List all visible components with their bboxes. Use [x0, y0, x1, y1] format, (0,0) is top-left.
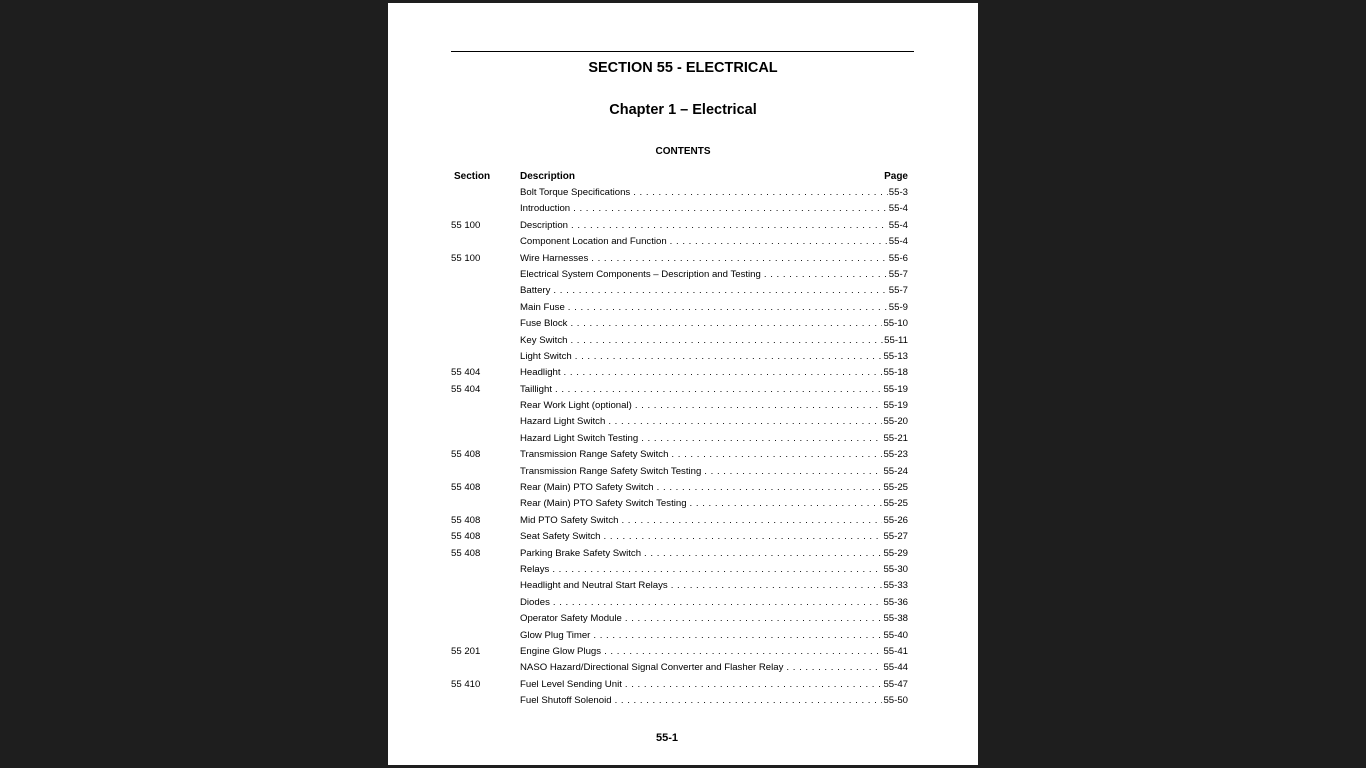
toc-page-number: 55-44 — [883, 662, 908, 674]
toc-page-number: 55-41 — [883, 645, 908, 657]
toc-entry — [520, 480, 908, 496]
toc-entry — [520, 611, 908, 627]
toc-row — [451, 464, 908, 480]
toc-page-number: 55-10 — [883, 318, 908, 330]
toc-dot-leader — [641, 431, 882, 447]
toc-description: Rear (Main) PTO Safety Switch Testing — [520, 498, 687, 510]
toc-entry — [520, 218, 908, 234]
toc-page-number: 55-25 — [883, 482, 908, 494]
toc-entry — [520, 316, 908, 332]
toc-description: Description — [520, 219, 568, 231]
toc-description: Glow Plug Timer — [520, 629, 591, 641]
toc-description: Fuel Shutoff Solenoid — [520, 695, 612, 707]
toc-description: Rear Work Light (optional) — [520, 400, 632, 412]
toc-row — [451, 398, 908, 414]
toc-section-number: 55 404 — [451, 383, 481, 395]
toc-entry — [520, 300, 908, 316]
toc-row — [451, 480, 908, 496]
toc-row — [451, 218, 908, 234]
toc-entry — [520, 431, 908, 447]
toc-dot-leader — [635, 398, 883, 414]
toc-row — [451, 513, 908, 529]
toc-page-number: 55-3 — [888, 187, 908, 198]
toc-page-number: 55-25 — [883, 498, 908, 510]
toc-page-number: 55-40 — [883, 629, 908, 641]
toc-entry — [520, 349, 908, 365]
toc-description: Hazard Light Switch — [520, 416, 606, 428]
toc-description: Rear (Main) PTO Safety Switch — [520, 482, 654, 494]
toc-page-number: 55-24 — [883, 465, 908, 477]
section-title: SECTION 55 - ELECTRICAL — [588, 60, 778, 76]
toc-description: Fuse Block — [520, 318, 568, 330]
toc-row — [451, 447, 908, 463]
toc-entry — [520, 447, 908, 463]
toc-description: Battery — [520, 285, 551, 297]
contents-title: CONTENTS — [655, 146, 711, 157]
toc-page-number: 55-9 — [888, 301, 908, 313]
toc-row — [451, 693, 908, 709]
toc-row — [451, 283, 908, 299]
toc-description: Taillight — [520, 383, 552, 395]
page-number: 55-1 — [655, 732, 679, 744]
toc-dot-leader — [786, 660, 882, 676]
toc-section-number: 55 100 — [451, 219, 481, 231]
toc-description: Transmission Range Safety Switch Testing — [520, 465, 702, 477]
toc-section-number: 55 408 — [451, 514, 481, 526]
toc-dot-leader — [591, 251, 888, 267]
toc-description: Main Fuse — [520, 301, 565, 313]
toc-description: Wire Harnesses — [520, 252, 589, 264]
top-rule — [451, 51, 914, 52]
toc-entry — [520, 382, 908, 398]
toc-dot-leader — [625, 611, 883, 627]
toc-dot-leader — [690, 496, 883, 512]
table-of-contents — [451, 185, 908, 710]
toc-page-number: 55-20 — [883, 416, 908, 428]
toc-dot-leader — [604, 529, 883, 545]
toc-dot-leader — [764, 267, 888, 283]
toc-description: Fuel Level Sending Unit — [520, 678, 622, 690]
toc-description: Seat Safety Switch — [520, 531, 601, 543]
toc-page-number: 55-33 — [883, 580, 908, 592]
toc-entry — [520, 365, 908, 381]
toc-description: Parking Brake Safety Switch — [520, 547, 642, 559]
toc-dot-leader — [571, 218, 888, 234]
toc-section-number: 55 408 — [451, 482, 481, 494]
toc-row — [451, 660, 908, 676]
toc-page-number: 55-4 — [888, 219, 908, 231]
toc-entry — [520, 628, 908, 644]
toc-dot-leader — [608, 414, 882, 430]
toc-entry — [520, 201, 908, 217]
toc-section-number: 55 408 — [451, 547, 481, 559]
toc-row — [451, 644, 908, 660]
chapter-title: Chapter 1 – Electrical — [609, 102, 757, 118]
toc-row — [451, 595, 908, 611]
toc-page-number: 55-11 — [884, 334, 908, 346]
toc-section-number: 55 408 — [451, 449, 481, 461]
toc-row — [451, 201, 908, 217]
toc-description: Operator Safety Module — [520, 613, 622, 625]
toc-section-number: 55 201 — [451, 645, 481, 657]
toc-dot-leader — [570, 316, 882, 332]
toc-entry — [520, 595, 908, 611]
toc-row — [451, 333, 908, 349]
toc-page-number: 55-4 — [888, 203, 908, 215]
toc-dot-leader — [553, 283, 887, 299]
toc-row — [451, 414, 908, 430]
toc-section-number: 55 100 — [451, 252, 481, 264]
toc-entry — [520, 333, 908, 349]
toc-description: Relays — [520, 563, 550, 575]
toc-dot-leader — [670, 234, 888, 250]
toc-entry — [520, 414, 908, 430]
toc-description: NASO Hazard/Directional Signal Converter and Flasher Relay — [520, 662, 784, 674]
toc-entry — [520, 496, 908, 512]
toc-page-number: 55-21 — [883, 432, 908, 444]
toc-description: Headlight and Neutral Start Relays — [520, 580, 668, 592]
toc-description: Headlight — [520, 367, 561, 379]
toc-entry — [520, 267, 908, 283]
toc-dot-leader — [575, 349, 883, 365]
toc-description: Mid PTO Safety Switch — [520, 514, 619, 526]
toc-entry — [520, 464, 908, 480]
toc-row — [451, 185, 908, 201]
toc-section-number: 55 410 — [451, 678, 481, 690]
toc-description: Introduction — [520, 203, 571, 215]
toc-dot-leader — [570, 333, 883, 349]
toc-entry — [520, 529, 908, 545]
column-header-page: Page — [884, 171, 908, 182]
toc-page-number: 55-47 — [883, 678, 908, 690]
toc-dot-leader — [555, 382, 882, 398]
toc-page-number: 55-27 — [883, 531, 908, 543]
toc-description: Engine Glow Plugs — [520, 645, 602, 657]
toc-row — [451, 578, 908, 594]
toc-entry — [520, 398, 908, 414]
toc-page-number: 55-19 — [883, 383, 908, 395]
toc-dot-leader — [625, 677, 883, 693]
toc-row — [451, 316, 908, 332]
toc-description: Bolt Torque Specifications — [520, 187, 631, 198]
toc-row — [451, 300, 908, 316]
toc-row — [451, 496, 908, 512]
toc-page-number: 55-36 — [883, 596, 908, 608]
toc-row — [451, 628, 908, 644]
toc-row — [451, 251, 908, 267]
toc-dot-leader — [621, 513, 882, 529]
toc-page-number: 55-7 — [888, 268, 908, 280]
toc-row — [451, 365, 908, 381]
toc-entry — [520, 513, 908, 529]
toc-dot-leader — [564, 365, 883, 381]
toc-dot-leader — [633, 185, 888, 201]
toc-row — [451, 267, 908, 283]
toc-entry — [520, 677, 908, 693]
toc-entry — [520, 660, 908, 676]
column-header-description: Description — [520, 171, 576, 182]
toc-dot-leader — [657, 480, 883, 496]
toc-row — [451, 611, 908, 627]
toc-entry — [520, 234, 908, 250]
toc-row — [451, 382, 908, 398]
toc-entry — [520, 693, 908, 709]
toc-dot-leader — [553, 595, 883, 611]
toc-description: Key Switch — [520, 334, 568, 346]
toc-row — [451, 431, 908, 447]
toc-dot-leader — [644, 546, 882, 562]
document-page — [388, 3, 978, 765]
toc-row — [451, 677, 908, 693]
toc-entry — [520, 578, 908, 594]
toc-entry — [520, 644, 908, 660]
toc-row — [451, 349, 908, 365]
toc-description: Light Switch — [520, 350, 572, 362]
toc-entry — [520, 562, 908, 578]
toc-description: Component Location and Function — [520, 236, 667, 248]
toc-description: Electrical System Components – Description and Testing — [520, 268, 761, 280]
toc-dot-leader — [593, 628, 882, 644]
toc-page-number: 55-30 — [883, 563, 908, 575]
toc-dot-leader — [671, 447, 882, 463]
toc-entry — [520, 283, 908, 299]
toc-dot-leader — [573, 201, 888, 217]
toc-dot-leader — [604, 644, 882, 660]
toc-dot-leader — [615, 693, 883, 709]
toc-description: Transmission Range Safety Switch — [520, 449, 669, 461]
toc-section-number: 55 408 — [451, 531, 481, 543]
toc-description: Hazard Light Switch Testing — [520, 432, 639, 444]
toc-section-number: 55 404 — [451, 367, 481, 379]
toc-dot-leader — [568, 300, 888, 316]
toc-page-number: 55-19 — [883, 400, 908, 412]
toc-dot-leader — [671, 578, 883, 594]
toc-dot-leader — [552, 562, 882, 578]
toc-page-number: 55-23 — [883, 449, 908, 461]
toc-entry — [520, 251, 908, 267]
toc-entry — [520, 185, 908, 201]
toc-page-number: 55-26 — [883, 514, 908, 526]
toc-page-number: 55-38 — [883, 613, 908, 625]
toc-page-number: 55-7 — [888, 285, 908, 297]
toc-row — [451, 234, 908, 250]
toc-row — [451, 546, 908, 562]
toc-page-number: 55-29 — [883, 547, 908, 559]
toc-row — [451, 529, 908, 545]
toc-dot-leader — [704, 464, 882, 480]
toc-page-number: 55-4 — [888, 236, 908, 248]
toc-page-number: 55-18 — [883, 367, 908, 379]
column-header-section: Section — [454, 171, 491, 182]
toc-row — [451, 562, 908, 578]
toc-description: Diodes — [520, 596, 550, 608]
toc-entry — [520, 546, 908, 562]
toc-page-number: 55-50 — [883, 695, 908, 707]
toc-page-number: 55-6 — [888, 252, 908, 264]
toc-page-number: 55-13 — [883, 350, 908, 362]
